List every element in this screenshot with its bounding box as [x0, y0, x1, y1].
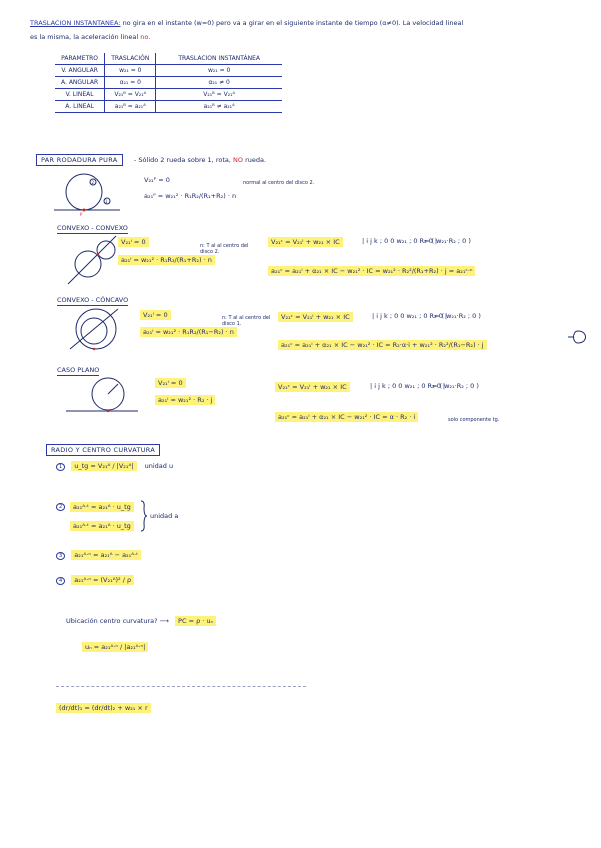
table-row: [55, 101, 282, 113]
caso-plano-diagram: [62, 374, 142, 420]
convexo-convexo-title: CONVEXO - CONVEXO: [57, 224, 128, 232]
radio-item-4-num: 4: [56, 577, 65, 585]
cc-eq-3: V₂₁ᶜ = V₂₁ᴵ + w₂₁ × IC: [268, 237, 343, 247]
rodadura-desc-no: NO: [233, 156, 243, 164]
rodadura-desc-a: - Sólido 2 rueda sobre 1, rota,: [134, 156, 231, 164]
table-cell: α₂₁ = 0: [105, 77, 156, 89]
table-cell: α₂₁ ≠ 0: [156, 77, 282, 89]
comparison-table: [55, 53, 282, 113]
rodadura-diagram: [52, 168, 122, 218]
convexo-concavo-diagram: [62, 305, 122, 357]
ccv-eq-3: V₂₁ᶜ = V₂₁ᴵ + w₂₁ × IC: [278, 312, 353, 322]
caso-plano-title: CASO PLANO: [57, 366, 100, 374]
cc-eq-2: a₂₁ᴵ = w₂₁² · R₁R₂/(R₁+R₂) · n: [118, 255, 215, 265]
ccv-det: | i j k ; 0 0 w₂₁ ; 0 R₂ 0 |: [372, 312, 448, 320]
cc-result: = ( w₂₁·R₂ ; 0 ): [424, 237, 471, 245]
header-text-2: es la misma, la aceleración lineal: [30, 33, 139, 41]
radio-item-2-label: unidad a: [150, 512, 179, 520]
rodadura-desc: [134, 156, 266, 164]
ubicacion-text: Ubicación centro curvatura? ⟶: [66, 617, 169, 625]
radio-item-1: [56, 462, 173, 471]
ccv-eq-1: V₂₁ᴵ = 0: [140, 310, 171, 320]
table-row: [55, 65, 282, 77]
radio-item-3: [56, 551, 141, 560]
table-row: [55, 77, 282, 89]
radio-item-2-eq-a: a₂₁ᴬ·ᵗ = a₂₁ᴬ · u_tg: [70, 502, 134, 512]
rodadura-label-2: 2: [91, 180, 95, 185]
table-cell: w₂₁ = 0: [156, 65, 282, 77]
table-cell: V. ANGULAR: [55, 65, 105, 77]
radio-item-1-num: 1: [56, 463, 65, 471]
cp-eq-1: V₂₁ᴵ = 0: [155, 378, 186, 388]
loop-sketch: [566, 328, 588, 346]
table-header: TRASLACION INSTANTÁNEA: [156, 53, 282, 65]
header-no-word: no.: [140, 33, 151, 41]
cp-result: = ( w₂₁·R₂ ; 0 ): [432, 382, 479, 390]
radio-item-4: [56, 576, 134, 585]
ccv-note: n: T al al centro del disco 1.: [222, 315, 271, 327]
ccv-result: = ( w₂₁·R₂ ; 0 ): [434, 312, 481, 320]
table-cell: V. LINEAL: [55, 89, 105, 101]
table-row: [55, 89, 282, 101]
convexo-convexo-diagram: [62, 234, 122, 286]
table-cell: A. ANGULAR: [55, 77, 105, 89]
rodadura-title: PAR RODADURA PURA: [36, 154, 123, 166]
cc-eq-4: a₂₁ᶜ = a₂₁ᴵ + α₂₁ × IC − w₂₁² · IC = w₂₁² · R₂²/(R₁+R₂) · j = a₂₁ᶜ·ⁿ: [268, 266, 475, 276]
radio-item-1-eq: u_tg = V₂₁ᴬ / |V₂₁ᴬ|: [71, 461, 136, 471]
header-line-1: [30, 19, 463, 27]
radio-item-1-label: unidad u: [144, 462, 174, 470]
radio-item-3-num: 3: [56, 552, 65, 560]
cp-eq-2: a₂₁ᴵ = w₂₁² · R₂ · j: [155, 395, 215, 405]
header-text-1: no gira en el instante (w=0) pero va a girar en el siguiente instante de tiempo (α≠0). La velocidad lineal: [122, 19, 464, 27]
radio-item-4-eq: a₂₁ᴬ·ⁿ = (V₂₁ᴬ)² / ρ: [71, 575, 134, 585]
rodadura-note: normal al centro del disco 2.: [243, 180, 315, 186]
divider: [56, 686, 306, 687]
radio-item-2-eq-b: a₂₁ᴬ·ᵗ = a₂₁ᴬ · u_tg: [70, 521, 134, 531]
table-cell: w₂₁ = 0: [105, 65, 156, 77]
table-cell: a₂₁ᴮ ≠ a₂₁ᴬ: [156, 101, 282, 113]
rodadura-eq-1: V₂₁ᴾ = 0: [144, 176, 170, 184]
un-eq: uₙ = a₂₁ᴬ·ⁿ / |a₂₁ᴬ·ⁿ|: [82, 642, 148, 652]
rodadura-desc-b: rueda.: [245, 156, 267, 164]
radio-item-3-eq: a₂₁ᴬ·ⁿ = a₂₁ᴬ − a₂₁ᴬ·ᵗ: [71, 550, 141, 560]
cc-det: | i j k ; 0 0 w₂₁ ; 0 R₂ 0 |: [362, 237, 438, 245]
table-cell: a₂₁ᴮ = a₂₁ᴬ: [105, 101, 156, 113]
radio-item-2: [56, 502, 65, 511]
radio-item-2-num: 2: [56, 503, 65, 511]
rodadura-label-1: 1: [105, 199, 108, 204]
cp-eq-3: V₂₁ᶜ = V₂₁ᴵ + w₂₁ × IC: [275, 382, 350, 392]
cc-note: n: T al al centro del disco 2.: [200, 243, 249, 255]
cp-eq-4-note: solo componente tg.: [448, 417, 500, 423]
ccv-eq-2: a₂₁ᴵ = w₂₁² · R₁R₂/(R₁−R₂) · n: [140, 327, 237, 337]
header-line-2: [30, 33, 150, 41]
radio-title: RADIO Y CENTRO CURVATURA: [46, 444, 160, 456]
brace-icon: [140, 500, 148, 532]
ccv-eq-4: a₂₁ᶜ = a₂₁ᴵ + α₂₁ × IC − w₂₁² · IC = R₂·α·i + w₂₁² · R₂²/(R₁−R₂) · j: [278, 340, 487, 350]
convexo-concavo-title: CONVEXO - CÓNCAVO: [57, 296, 129, 304]
ubicacion-eq: PC = ρ · uₙ: [175, 616, 216, 626]
header-label: TRASLACION INSTANTANEA:: [30, 19, 121, 27]
ubicacion-line: [66, 617, 216, 625]
table-cell: V₂₁ᴮ = V₂₁ᴬ: [156, 89, 282, 101]
cc-eq-1: V₂₁ᴵ = 0: [118, 237, 149, 247]
table-header: PARAMETRO: [55, 53, 105, 65]
table-cell: A. LINEAL: [55, 101, 105, 113]
final-eq: (dr/dt)₁ = (dr/dt)₂ + w₂₁ × r: [56, 703, 151, 713]
cp-eq-4: a₂₁ᶜ = a₂₁ᴵ + α₂₁ × IC − w₂₁² · IC = α · R₂ · i: [275, 412, 418, 422]
cp-det: | i j k ; 0 0 w₂₁ ; 0 R₂ 0 |: [370, 382, 446, 390]
table-header: TRASLACIÓN: [105, 53, 156, 65]
table-cell: V₂₁ᴮ = V₂₁ᴬ: [105, 89, 156, 101]
rodadura-eq-2: a₂₁ᴾ = w₂₁² · R₁R₂/(R₁+R₂) · n: [144, 192, 237, 200]
rodadura-label-p: P: [80, 212, 83, 217]
